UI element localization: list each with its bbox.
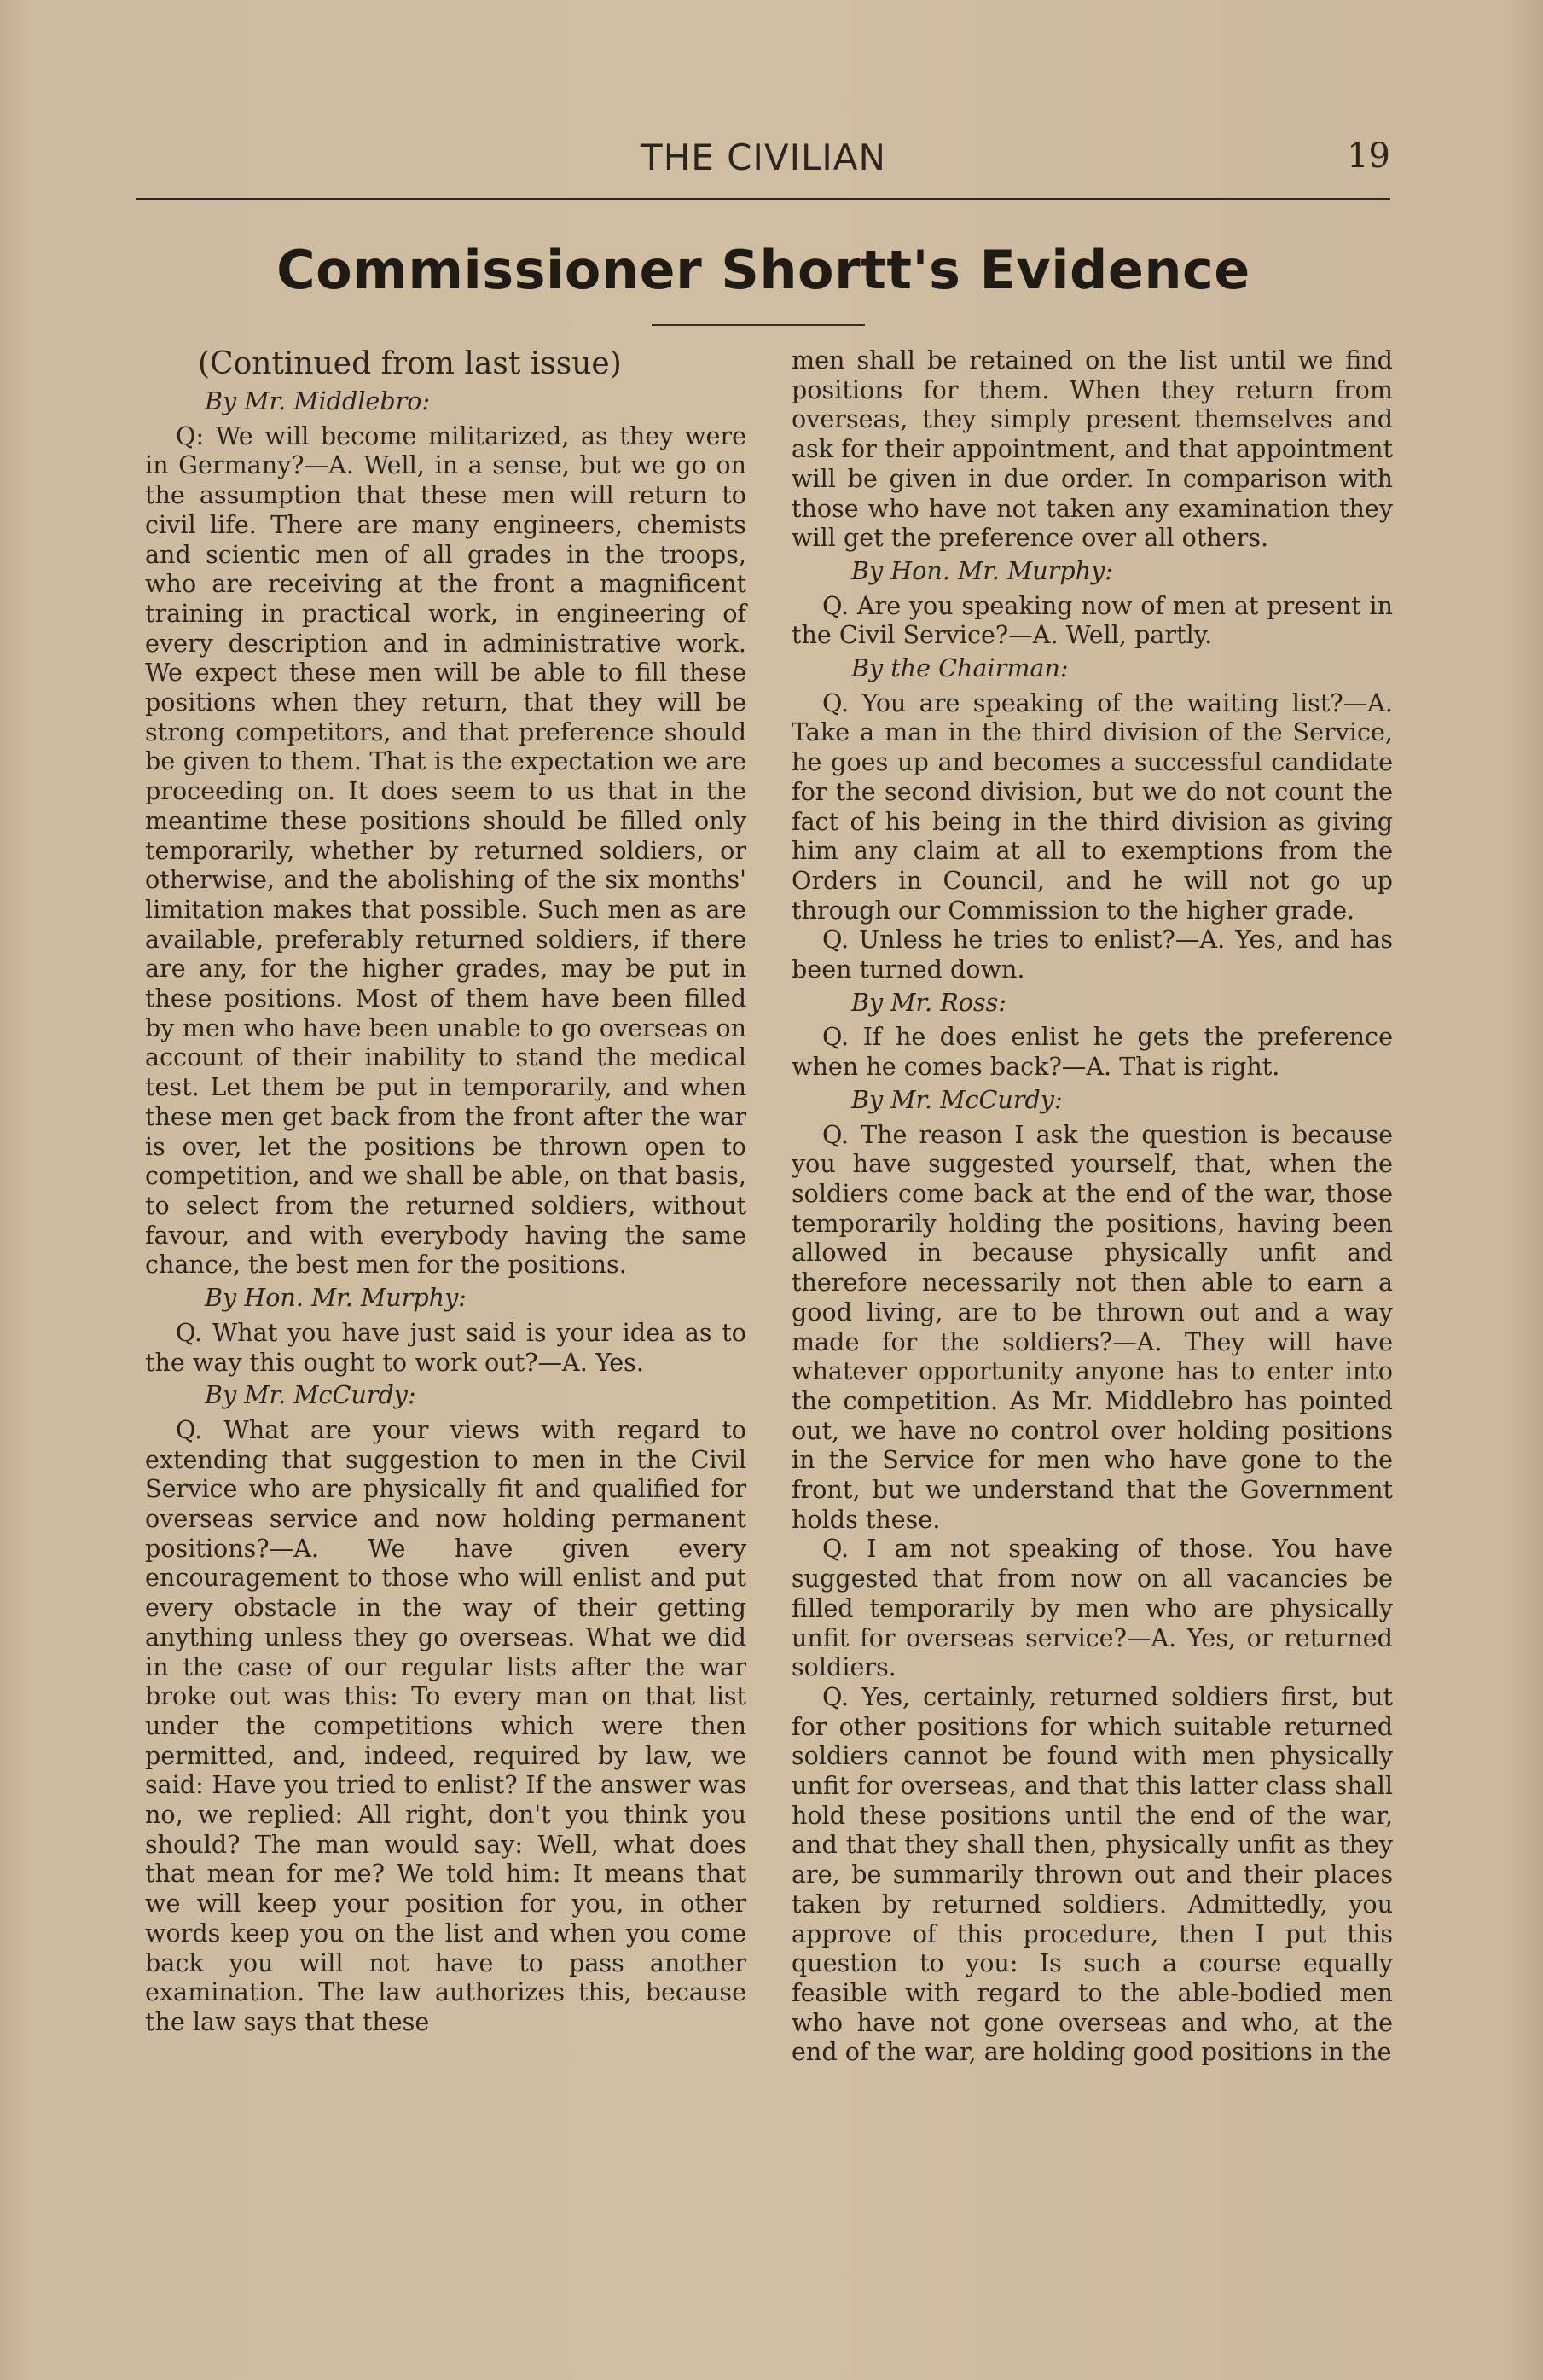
speaker-label: By Mr. Ross: [851, 987, 1006, 1017]
right-column [792, 345, 1393, 2067]
continued-paragraph: men shall be retained on the list until we find positions for them. When they return from overseas, they simply present themselves and ask for their appointment, and that appointment will be given in due order. In comparison with those who have not taken any examination they will get the preference over all others. [792, 345, 1393, 553]
magazine-title: THE CIVILIAN [641, 136, 886, 178]
speaker-label: By Mr. Middlebro: [205, 386, 431, 415]
headline-rule [652, 324, 865, 326]
left-column [145, 345, 746, 2037]
speaker-label: By Hon. Mr. Murphy: [851, 555, 1113, 585]
paragraph: Q. What you have just said is your idea as to the way this ought to work out?—A. Yes. [145, 1317, 746, 1377]
continued-note: (Continued from last issue) [198, 346, 622, 381]
header-rule [136, 198, 1390, 200]
speaker-label: By the Chairman: [851, 653, 1069, 683]
paragraph: Q. If he does enlist he gets the preference when he comes back?—A. That is right. [792, 1022, 1393, 1082]
paragraph: Q. What are your views with regard to extending that suggestion to men in the Civil Service who are physically fit and qualified for overseas service and now holding permanent positions?—A. We have given every encouragement to those who will enlist and put every obstacle in the way of their getting anything unless they go overseas. What we did in the case of our regular lists after the war broke out was this: To every man on that list under the competitions which were then permitted, and, indeed, required by law, we said: Have you tried to enlist? If the answer was no, we replied: All right, don't you think you should? The man would say: Well, what does that mean for me? We told him: It means that we will keep your position for you, in other words keep you on the list and when you come back you will not have to pass another examination. The law authorizes this, because the law says that these [145, 1414, 746, 2036]
page-number: 19 [1347, 136, 1390, 176]
paragraph: Q. The reason I ask the question is because you have suggested yourself, that, when the soldiers come back at the end of the war, those temporarily holding the positions, having been allowed in because physically unfit and therefore necessarily not then able to earn a good living, are to be thrown out and a way made for the soldiers?—A. They will have whatever opportunity anyone has to enter into the competition. As Mr. Middlebro has pointed out, we have no control over holding positions in the Service for men who have gone to the front, but we understand that the Government holds these. [792, 1119, 1393, 1534]
running-header [136, 136, 1390, 196]
paragraph: Q. I am not speaking of those. You have suggested that from now on all vacancies be filled temporarily by men who are physically unfit for overseas service?—A. Yes, or returned soldiers. [792, 1534, 1393, 1682]
paragraph: Q. You are speaking of the waiting list?—A. Take a man in the third division of the Service, he goes up and becomes a successful candidate for the second division, but we do not count the fact of his being in the third division as giving him any claim at all to exemptions from the Orders in Council, and he will not go up through our Commission to the higher grade. [792, 688, 1393, 925]
paragraph: Q. Are you speaking now of men at present in the Civil Service?—A. Well, partly. [792, 590, 1393, 650]
paragraph: Q. Yes, certainly, returned soldiers first, but for other positions for which suitable returned soldiers cannot be found with men physically unfit for overseas, and that this latter class shall hold these positions until the end of the war, and that they shall then, physically unfit as they are, be summarily thrown out and their places taken by returned soldiers. Admittedly, you approve of this procedure, then I put this question to you: Is such a course equally feasible with regard to the able-bodied men who have not gone overseas and who, at the end of the war, are holding good positions in the [792, 1681, 1393, 2067]
paragraph: Q. Unless he tries to enlist?—A. Yes, and has been turned down. [792, 925, 1393, 984]
speaker-label: By Mr. McCurdy: [205, 1380, 416, 1410]
article-headline: Commissioner Shortt's Evidence [276, 239, 1250, 301]
speaker-label: By Hon. Mr. Murphy: [205, 1283, 467, 1313]
paragraph: Q: We will become militarized, as they were in Germany?—A. Well, in a sense, but we go on the assumption that these men will return to civil life. There are many engineers, chemists and scientic men of all grades in the troops, who are receiving at the front a magnificent training in practical work, in engineering of every description and in administrative work. We expect these men will be able to fill these positions when they return, that they will be strong competitors, and that preference should be given to them. That is the expectation we are proceeding on. It does seem to us that in the meantime these positions should be filled only temporarily, whether by returned soldiers, or otherwise, and the abolishing of the six months' limitation makes that possible. Such men as are available, preferably returned soldiers, if there are any, for the higher grades, may be put in these positions. Most of them have been filled by men who have been unable to go overseas on account of their inability to stand the medical test. Let them be put in temporarily, and when these men get back from the front after the war is over, let the positions be thrown open to competition, and we shall be able, on that basis, to select from the returned soldiers, without favour, and with everybody having the same chance, the best men for the positions. [145, 421, 746, 1280]
speaker-label: By Mr. McCurdy: [851, 1084, 1063, 1114]
